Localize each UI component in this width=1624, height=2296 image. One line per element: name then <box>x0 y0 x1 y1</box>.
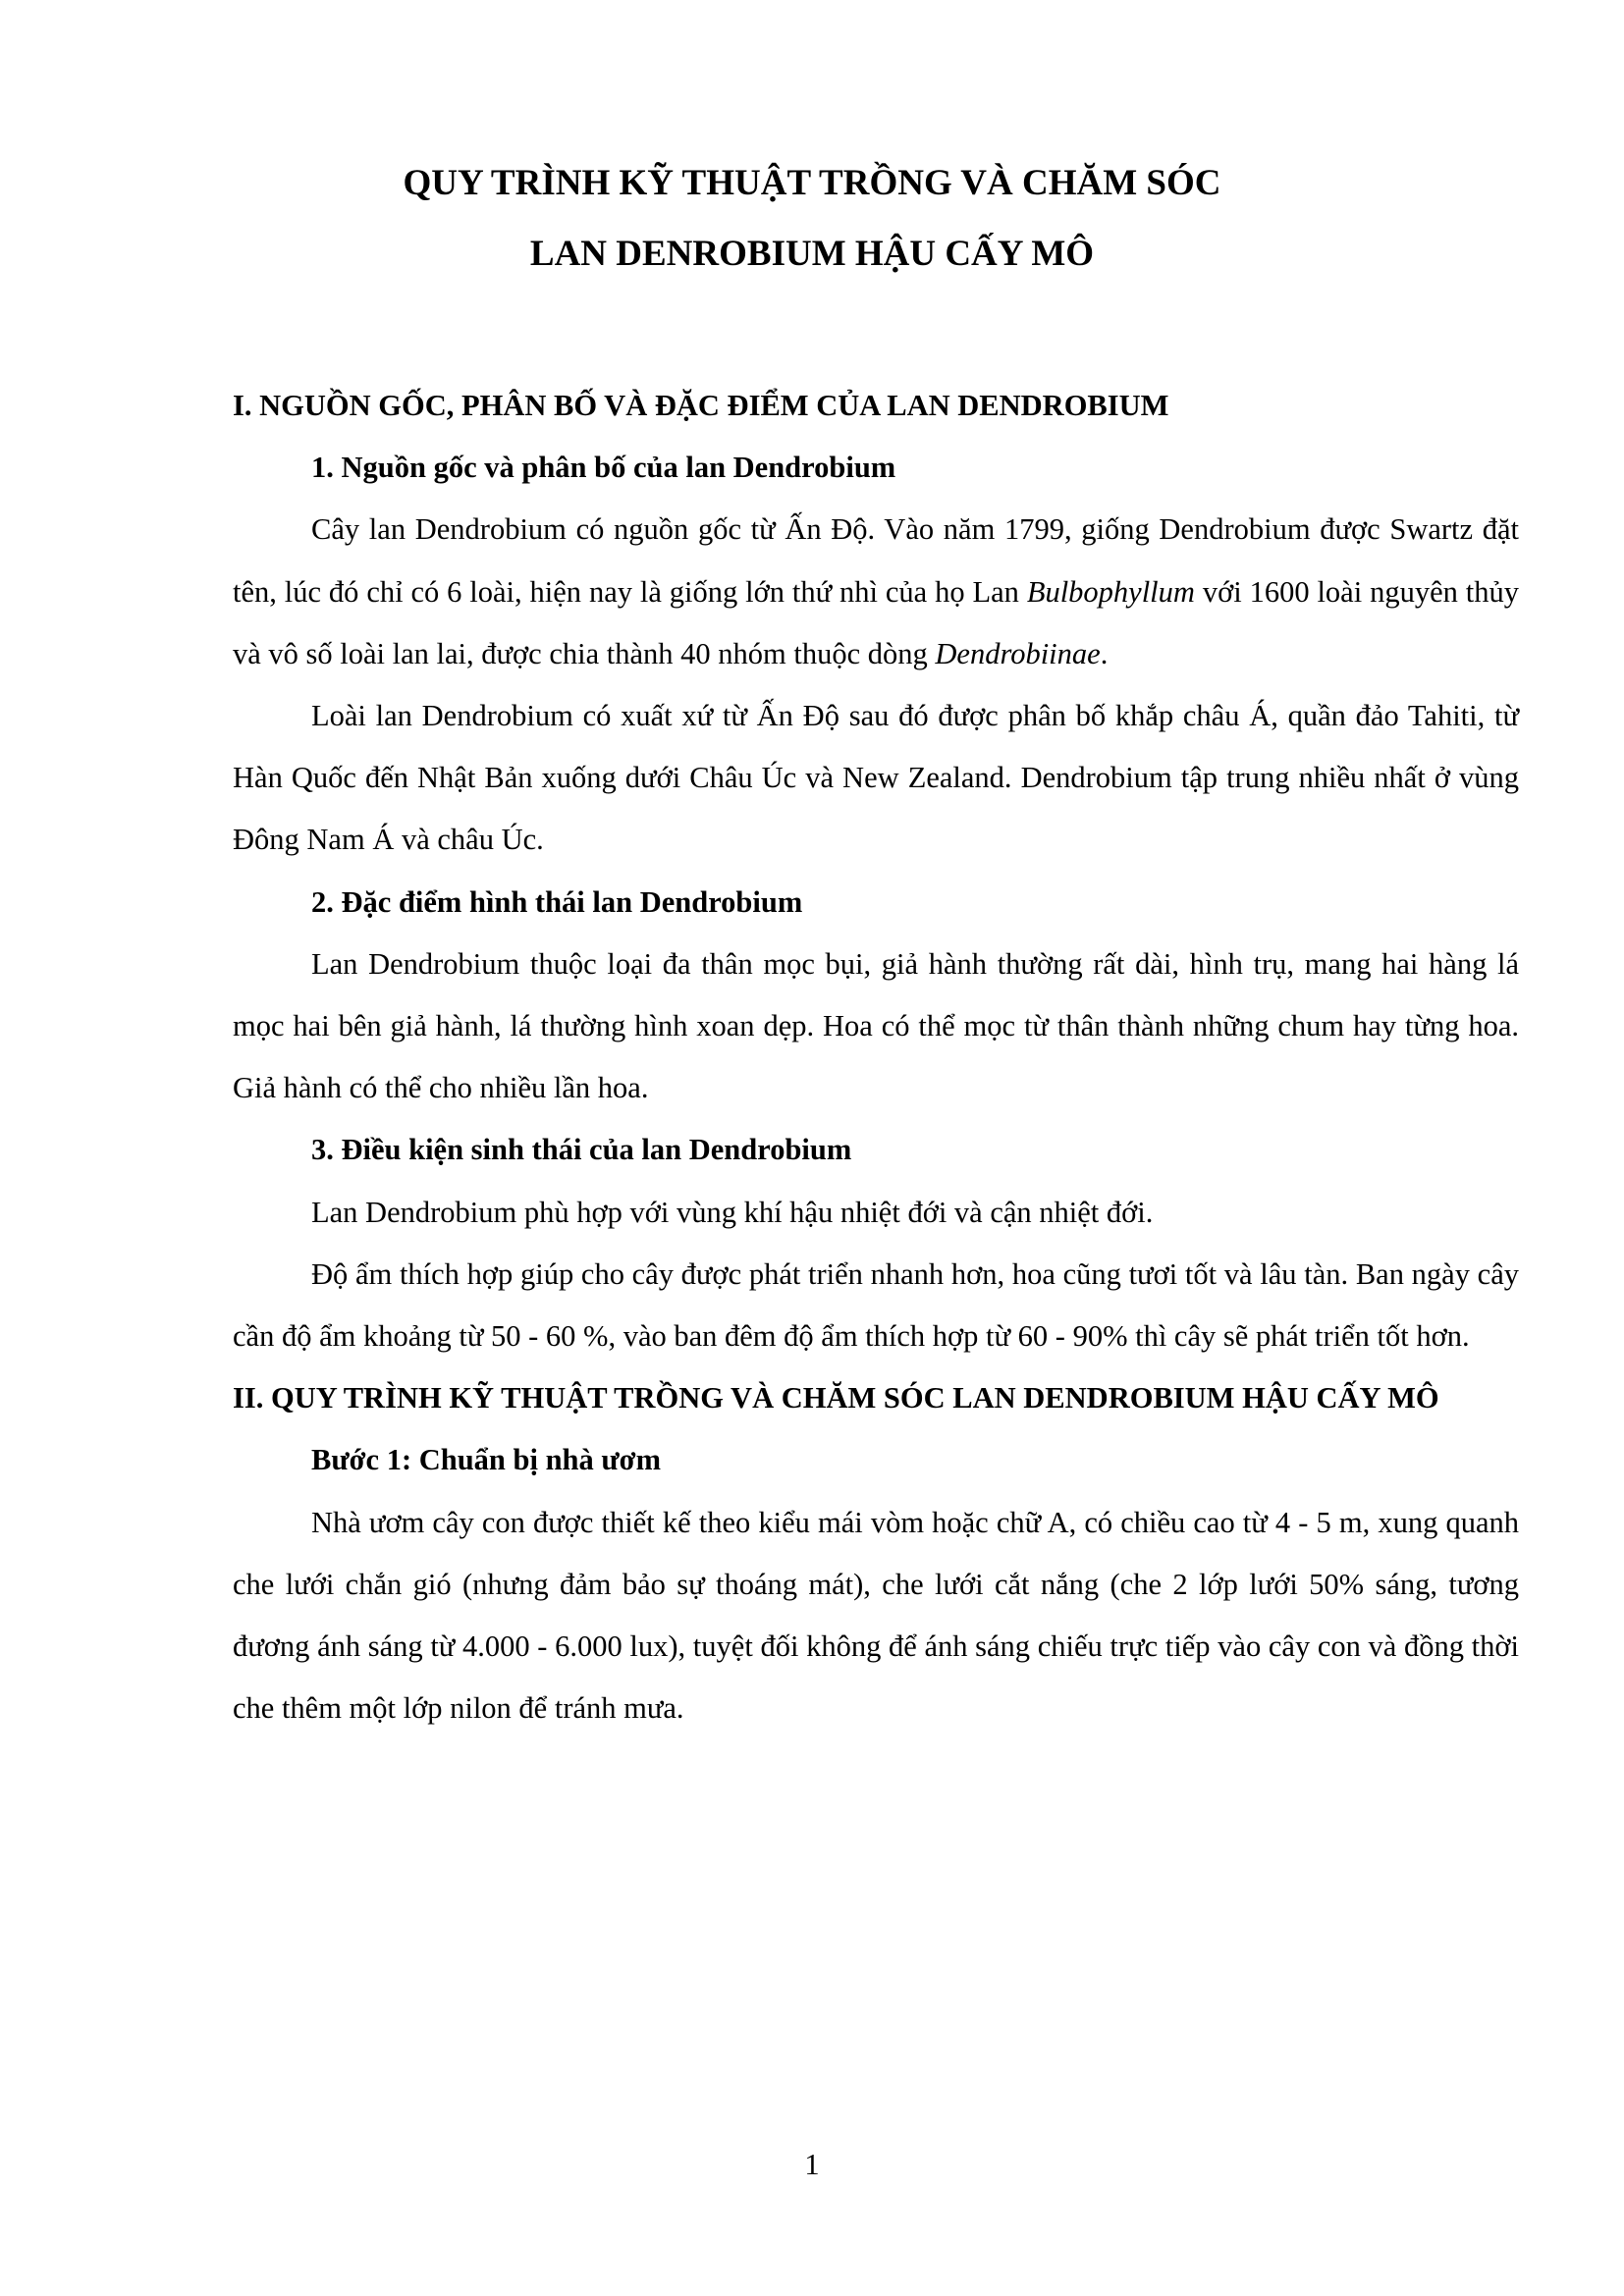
subsection-heading-1-3: 3. Điều kiện sinh thái của lan Dendrobium <box>311 1133 852 1167</box>
paragraph-climate: Lan Dendrobium phù hợp với vùng khí hậu nhiệt đới và cận nhiệt đới. <box>311 1195 1154 1229</box>
section-heading-1: I. NGUỒN GỐC, PHÂN BỐ VÀ ĐẶC ĐIỂM CỦA LAN DENDROBIUM <box>233 389 1169 422</box>
paragraph-nursery: Nhà ươm cây con được thiết kế theo kiểu mái vòm hoặc chữ A, có chiều cao từ 4 - 5 m, xung quanh che lưới chắn gió (nhưng đảm bảo sự thoáng mát), che lưới cắt nắng (che 2 lớp lưới 50% sáng, tương đương ánh sáng từ 4.000 - 6.000 lux), tuyệt đối không để ánh sáng chiếu trực tiếp vào cây con và đồng thời che thêm một lớp nilon để tránh mưa. <box>233 1505 1519 1726</box>
genus-name-bulbophyllum: Bulbophyllum <box>1026 574 1195 609</box>
document-title-line-1: QUY TRÌNH KỸ THUẬT TRỒNG VÀ CHĂM SÓC <box>403 163 1221 203</box>
subsection-heading-1-1: 1. Nguồn gốc và phân bố của lan Dendrobium <box>311 451 896 485</box>
paragraph-origin-text-b: với 1600 loài nguyên thủy và vô số loài lan lai, được chia thành 40 nhóm thuộc dòng <box>233 574 1519 670</box>
section-heading-2: II. QUY TRÌNH KỸ THUẬT TRỒNG VÀ CHĂM SÓC LAN DENDROBIUM HẬU CẤY MÔ <box>233 1381 1439 1415</box>
subsection-heading-1-2: 2. Đặc điểm hình thái lan Dendrobium <box>311 884 803 919</box>
document-title-line-2: LAN DENROBIUM HẬU CẤY MÔ <box>529 234 1095 274</box>
step-heading-1: Bước 1: Chuẩn bị nhà ươm <box>311 1443 661 1477</box>
paragraph-distribution: Loài lan Dendrobium có xuất xứ từ Ấn Độ sau đó được phân bố khắp châu Á, quần đảo Tahiti, từ Hàn Quốc đến Nhật Bản xuống dưới Châu Úc và New Zealand. Dendrobium tập trung nhiều nhất ở vùng Đông Nam Á và châu Úc. <box>233 699 1519 857</box>
page-number: 1 <box>804 2148 820 2181</box>
subtribe-name-dendrobiinae: Dendrobiinae <box>935 636 1101 670</box>
paragraph-morphology: Lan Dendrobium thuộc loại đa thân mọc bụi, giả hành thường rất dài, hình trụ, mang hai hàng lá mọc hai bên giả hành, lá thường hình xoan dẹp. Hoa có thể mọc từ thân thành những chum hay từng hoa. Giả hành có thể cho nhiều lần hoa. <box>233 946 1519 1105</box>
paragraph-origin <box>233 499 1519 685</box>
paragraph-origin-text-c: . <box>1100 636 1109 670</box>
paragraph-humidity: Độ ẩm thích hợp giúp cho cây được phát triển nhanh hơn, hoa cũng tươi tốt và lâu tàn. Ban ngày cây cần độ ẩm khoảng từ 50 - 60 %, vào ban đêm độ ẩm thích hợp từ 60 - 90% thì cây sẽ phát triển tốt hơn. <box>233 1256 1519 1354</box>
document-body <box>233 375 1519 1739</box>
paragraph-origin-text-a: Cây lan Dendrobium có nguồn gốc từ Ấn Độ. Vào năm 1799, giống Dendrobium được Swartz đặt tên, lúc đó chỉ có 6 loài, hiện nay là giống lớn thứ nhì của họ Lan <box>233 512 1519 609</box>
